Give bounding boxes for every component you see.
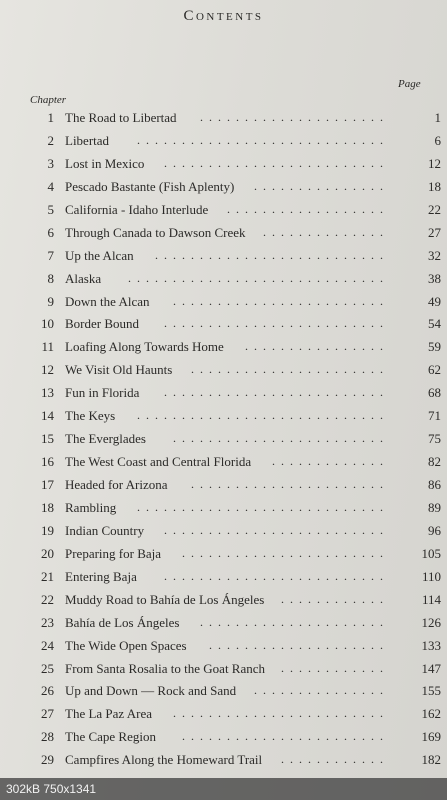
toc-entry [0,290,447,313]
page-column-label: Page [398,78,421,90]
dot-leader: .................. [227,201,389,216]
dot-leader: .................... [209,637,389,652]
chapter-title: Up the Alcan [65,247,134,263]
chapter-number: 2 [47,132,54,148]
chapter-number: 4 [47,178,54,194]
dot-leader: ............ [281,752,389,767]
chapter-number: 1 [47,110,54,125]
chapter-title: From Santa Rosalia to the Goat Ranch [65,660,266,676]
page-number: 18 [428,178,441,194]
dot-leader: ......................... [164,568,389,583]
page-number: 169 [421,729,441,745]
chapter-number: 12 [41,362,54,378]
chapter-title: Bahía de Los Ángeles [65,614,180,630]
chapter-number: 27 [41,706,54,722]
toc-entry [0,748,447,771]
chapter-number: 18 [41,499,54,515]
page-number: 75 [428,431,441,447]
dot-leader: ............................ [137,132,389,147]
chapter-number: 26 [41,683,54,699]
chapter-number: 14 [41,408,54,424]
dot-leader: ............................ [137,408,389,423]
page-number: 133 [421,637,441,653]
toc-entry [0,358,447,381]
page-number: 71 [428,408,441,424]
chapter-number: 10 [41,316,54,332]
chapter-number: 16 [41,454,54,470]
chapter-number: 28 [41,729,54,745]
dot-leader: .......................... [155,247,389,262]
page-number: 86 [428,477,441,492]
toc-entry [0,634,447,657]
toc-entry [0,427,447,450]
toc-entry [0,312,447,335]
toc-entry [0,244,447,267]
chapter-title: Alaska [65,270,102,286]
page-number: 162 [421,706,441,722]
page-number: 155 [421,683,441,699]
chapter-title: Headed for Arizona [65,477,168,492]
dot-leader: ........................ [173,706,389,721]
page-number: 82 [428,454,441,470]
page-number: 59 [428,339,441,355]
toc-entry [0,542,447,565]
page-number: 105 [421,545,441,561]
chapter-title: Up and Down — Rock and Sand [65,683,237,699]
table-of-contents [0,106,447,771]
toc-entry [0,702,447,725]
chapter-title: The Wide Open Spaces [65,637,187,653]
page-number: 32 [428,247,441,263]
toc-entry [0,565,447,588]
chapter-number: 21 [41,568,54,584]
page-number: 114 [421,591,441,607]
page-number: 68 [428,385,441,401]
page-number: 49 [428,293,441,309]
toc-entry [0,129,447,152]
chapter-number: 20 [41,545,54,561]
chapter-title: The La Paz Area [65,706,152,722]
dot-leader: ....................... [182,729,389,744]
toc-entry [0,679,447,702]
image-info-bar [0,778,447,800]
dot-leader: ............. [272,454,389,469]
chapter-title: Preparing for Baja [65,545,162,561]
dot-leader: ............................. [128,270,389,285]
page-number: 147 [421,660,441,676]
chapter-number: 24 [41,637,54,653]
toc-entry [0,381,447,404]
toc-entry [0,588,447,611]
dot-leader: ......................... [164,522,389,537]
dot-leader: ...................... [191,362,389,377]
chapter-title: Muddy Road to Bahía de Los Ángeles [65,591,265,607]
dot-leader: ......................... [164,155,389,170]
chapter-title: Border Bound [65,316,140,332]
chapter-title: The Road to Libertad [65,110,177,125]
page-number: 96 [428,522,441,538]
image-info-text: 302kB 750x1341 [6,782,97,796]
chapter-title: Indian Country [65,522,145,538]
dot-leader: ........................ [173,431,389,446]
dot-leader: ............ [281,660,389,675]
dot-leader: .............. [263,224,389,239]
chapter-title: The Everglades [65,431,146,447]
chapter-title: We Visit Old Haunts [65,362,173,378]
chapter-title: The West Coast and Central Florida [65,454,252,470]
dot-leader: ........................ [173,293,389,308]
dot-leader: ......................... [164,385,389,400]
toc-entry [0,267,447,290]
chapter-column-label: Chapter [30,94,67,106]
chapter-title: Loafing Along Towards Home [65,339,224,355]
chapter-number: 17 [41,477,54,492]
chapter-title: Lost in Mexico [65,155,145,171]
chapter-title: Campfires Along the Homeward Trail [65,752,263,768]
chapter-title: The Cape Region [65,729,156,745]
toc-entry [0,473,447,496]
toc-entry [0,657,447,680]
chapter-number: 22 [41,591,54,607]
chapter-number: 8 [47,270,54,286]
dot-leader: ..................... [200,614,389,629]
toc-entry [0,335,447,358]
chapter-title: Down the Alcan [65,293,150,309]
dot-leader: ....................... [182,545,389,560]
dot-leader: ............ [281,591,389,606]
page-number: 126 [421,614,441,630]
page-number: 38 [428,270,441,286]
toc-entry [0,519,447,542]
dot-leader: ................ [245,339,389,354]
chapter-title: Through Canada to Dawson Creek [65,224,246,240]
page-number: 27 [428,224,441,240]
chapter-title: Fun in Florida [65,385,140,401]
page-number: 54 [428,316,441,332]
toc-entry [0,611,447,634]
dot-leader: ............................ [137,499,389,514]
chapter-number: 19 [41,522,54,538]
chapter-title: The Keys [65,408,116,424]
dot-leader: ...................... [191,477,389,491]
dot-leader: ............... [254,178,389,193]
toc-entry [0,496,447,519]
toc-entry [0,152,447,175]
page-number: 110 [421,568,441,584]
page-number: 182 [421,752,441,768]
chapter-number: 25 [41,660,54,676]
chapter-number: 11 [41,339,54,355]
chapter-number: 3 [47,155,54,171]
chapter-number: 9 [47,293,54,309]
toc-entry [0,198,447,221]
page-number: 1 [434,110,441,125]
chapter-title: Entering Baja [65,568,137,584]
toc-entry [0,221,447,244]
toc-entry [0,725,447,748]
chapter-number: 7 [47,247,54,263]
chapter-number: 13 [41,385,54,401]
page-number: 89 [428,499,441,515]
chapter-title: Pescado Bastante (Fish Aplenty) [65,178,235,194]
chapter-number: 23 [41,614,54,630]
toc-entry [0,404,447,427]
chapter-title: Libertad [65,132,110,148]
page-number: 12 [428,155,441,171]
chapter-number: 5 [47,201,54,217]
chapter-number: 15 [41,431,54,447]
contents-heading: Contents [183,8,264,24]
page-number: 62 [428,362,441,378]
dot-leader: ............... [254,683,389,698]
chapter-title: California - Idaho Interlude [65,201,209,217]
toc-entry [0,175,447,198]
page-number: 22 [428,201,441,217]
chapter-title: Rambling [65,499,117,515]
page-number: 6 [434,132,441,148]
toc-entry [0,106,447,129]
chapter-number: 6 [47,224,54,240]
chapter-number: 29 [41,752,54,768]
dot-leader: ..................... [200,110,389,124]
dot-leader: ......................... [164,316,389,331]
toc-entry [0,450,447,473]
